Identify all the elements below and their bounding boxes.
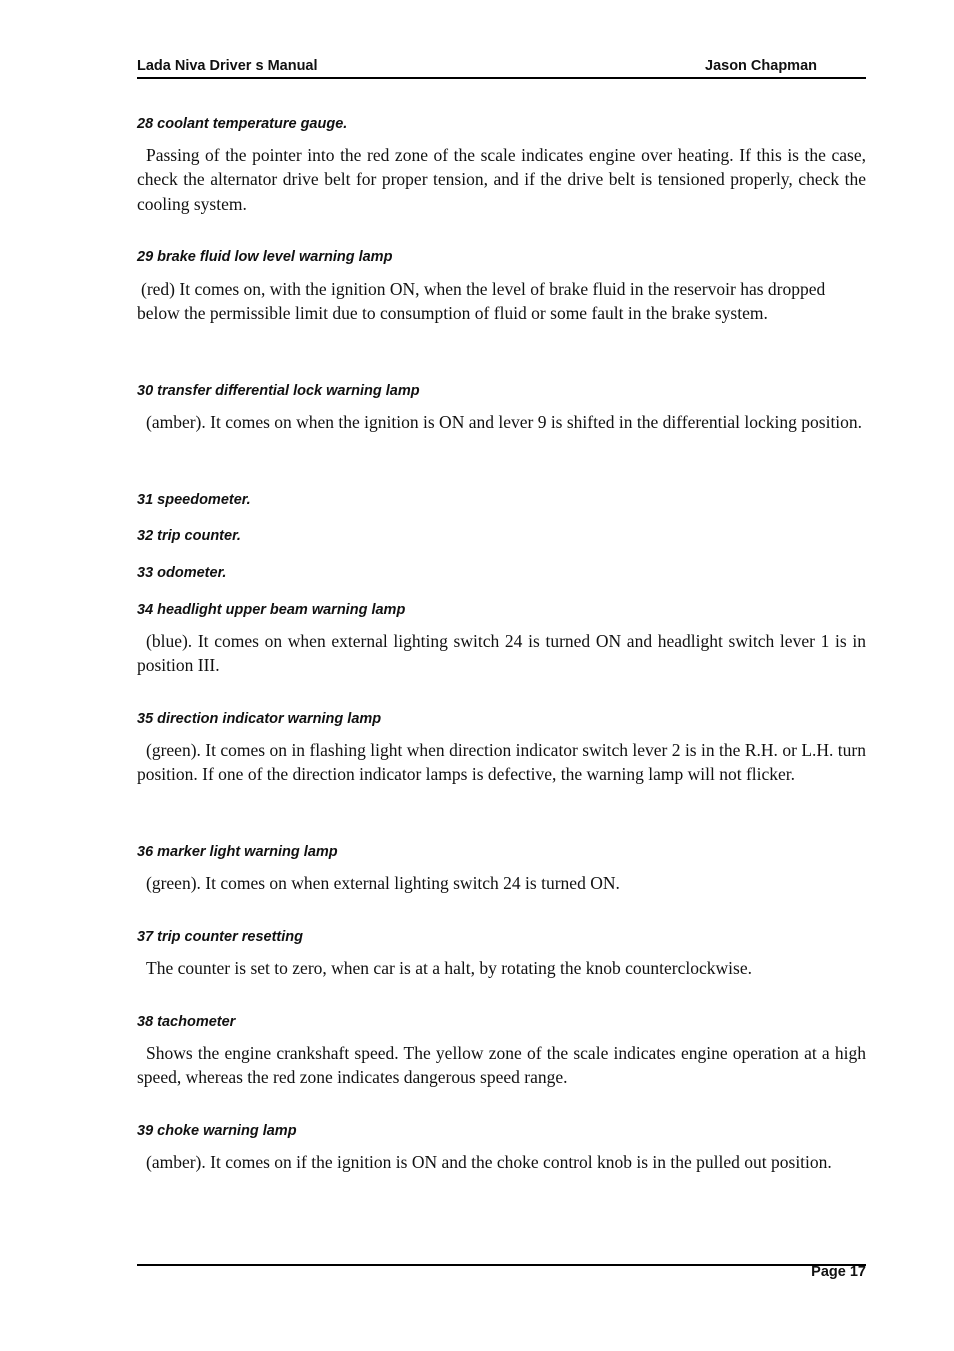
item-text-35: (green). It comes on in flashing light when direction indicator switch lever 2 is in the R.H. or L.H. turn position. If one of the direction indicator lamps is defective, the warning lamp will not flicker. [137, 740, 866, 785]
item-text-39: (amber). It comes on if the ignition is ON and the choke control knob is in the pulled out position. [146, 1152, 832, 1172]
page-number: Page 17 [811, 1264, 866, 1280]
item-text-28: Passing of the pointer into the red zone of the scale indicates engine over heating. If this is the case, check the alternator drive belt for proper tension, and if the drive belt is tensioned properly, check the cooling system. [137, 145, 866, 214]
document-title: Lada Niva Driver s Manual [137, 58, 318, 74]
item-heading-36: 36 marker light warning lamp [137, 844, 338, 860]
item-text-29: (red) It comes on, with the ignition ON, when the level of brake fluid in the reservoir has dropped below the permissible limit due to consumption of fluid or some fault in the brake system. [137, 279, 826, 324]
item-heading-35: 35 direction indicator warning lamp [137, 711, 382, 727]
item-text-30: (amber). It comes on when the ignition is ON and lever 9 is shifted in the differential locking position. [146, 412, 863, 432]
item-text-36: (green). It comes on when external lighting switch 24 is turned ON. [146, 873, 620, 893]
item-heading-31: 31 speedometer. [137, 492, 251, 508]
item-heading-33: 33 odometer. [137, 565, 227, 581]
item-text-37: The counter is set to zero, when car is at a halt, by rotating the knob counterclockwise. [146, 958, 752, 978]
item-heading-29: 29 brake fluid low level warning lamp [137, 249, 393, 265]
page-header [137, 58, 866, 78]
item-heading-30: 30 transfer differential lock warning lamp [137, 383, 420, 399]
header-rule [137, 77, 866, 79]
document-author: Jason Chapman [705, 58, 817, 74]
item-heading-37: 37 trip counter resetting [137, 929, 303, 945]
item-text-38: Shows the engine crankshaft speed. The yellow zone of the scale indicates engine operation at a high speed, whereas the red zone indicates dangerous speed range. [137, 1043, 866, 1088]
footer-rule [137, 1264, 866, 1266]
item-text-34: (blue). It comes on when external lighting switch 24 is turned ON and headlight switch lever 1 is in position III. [137, 631, 866, 676]
item-heading-38: 38 tachometer [137, 1014, 236, 1030]
item-heading-32: 32 trip counter. [137, 528, 241, 544]
item-heading-34: 34 headlight upper beam warning lamp [137, 602, 406, 618]
item-heading-28: 28 coolant temperature gauge. [137, 116, 348, 132]
item-heading-39: 39 choke warning lamp [137, 1123, 297, 1139]
